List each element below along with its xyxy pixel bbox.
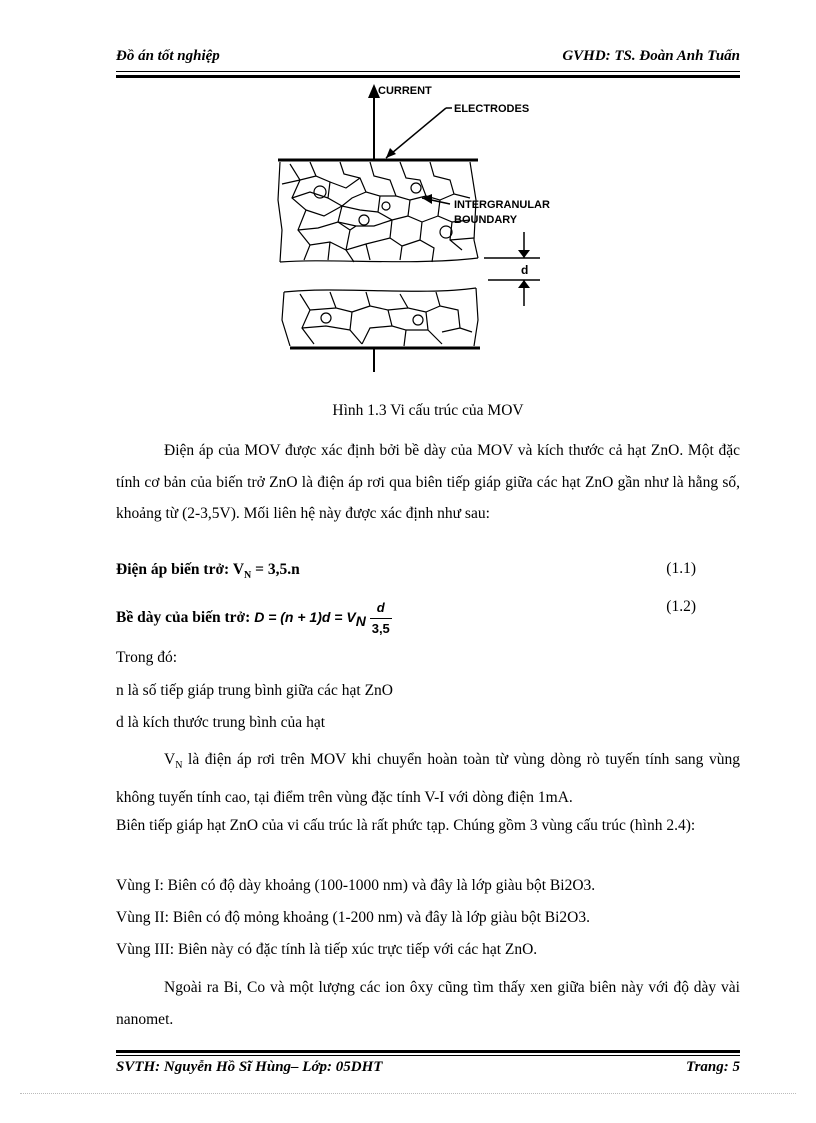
region-2: Vùng II: Biên có độ mỏng khoảng (1-200 nm) và đây là lớp giàu bột Bi2O3. xyxy=(116,909,590,926)
paragraph-3: Biên tiếp giáp hạt ZnO của vi cấu trúc là rất phức tạp. Chúng gồm 3 vùng cấu trúc (hình 2.4): xyxy=(116,817,696,834)
equation-1-number: (1.1) xyxy=(666,560,696,577)
page-header xyxy=(116,48,740,70)
header-title: Đồ án tốt nghiệp xyxy=(116,48,220,64)
header-rule xyxy=(116,71,740,72)
paragraph-2: $V_N$ là điện áp rơi trên MOV khi chuyển hoàn toàn từ vùng dòng rò tuyến tính sang vùng không tuyến tính cao, tại điểm trên vùng đặc tính V-I với dòng điện 1mA. xyxy=(116,751,740,806)
header-rule-thick xyxy=(116,75,740,78)
footer-rule xyxy=(116,1055,740,1056)
equation-1: Điện áp biến trở: $V_N = 3,5.n$ xyxy=(116,561,300,582)
footer-page: Trang: 5 xyxy=(685,1059,740,1075)
grain-structure-upper xyxy=(278,162,478,262)
paragraph-4: Ngoài ra Bi, Co và một lượng các ion ôxy cũng tìm thấy xen giữa biên này với độ dày vài nanomet. xyxy=(116,979,740,1028)
paragraph-1: Điện áp của MOV được xác định bởi bề dày của MOV và kích thước cả hạt ZnO. Một đặc tính cơ bản của biến trở ZnO là điện áp rơi qua biên tiếp giáp giữa các hạt ZnO gần như là hằng số, khoảng từ (2-3,5V). Mối liên hệ này được xác định như sau: xyxy=(116,442,740,522)
definition-d: d là kích thước trung bình của hạt xyxy=(116,714,326,731)
label-electrodes: ELECTRODES xyxy=(454,103,530,115)
label-intergranular: INTERGRANULAR xyxy=(454,199,550,211)
electrodes-leader xyxy=(386,108,446,158)
trong-do: Trong đó: xyxy=(116,649,178,666)
label-current: CURRENT xyxy=(378,85,432,97)
figure-caption: Hình 1.3 Vi cấu trúc của MOV xyxy=(332,402,524,419)
label-d: d xyxy=(521,263,529,277)
region-3: Vùng III: Biên này có đặc tính là tiếp xúc trực tiếp với các hạt ZnO. xyxy=(116,941,538,958)
mov-microstructure-figure xyxy=(270,80,590,380)
fraction: $\frac{d}{3,5}$ xyxy=(371,600,390,636)
grain-structure-lower xyxy=(282,288,478,346)
equation-2: Bề dày của biến trở: $D = (n + 1)d = V_N$ $\frac{d}{3,5}$ xyxy=(116,598,740,639)
page-boundary xyxy=(20,1093,796,1094)
region-1: Vùng I: Biên có độ dày khoảng (100-1000 nm) và đây là lớp giàu bột Bi2O3. xyxy=(116,877,596,894)
label-boundary: BOUNDARY xyxy=(454,214,518,226)
page-footer xyxy=(116,1059,740,1081)
equation-2-number: (1.2) xyxy=(666,598,696,615)
footer-student: SVTH: Nguyễn Hồ Sĩ Hùng– Lớp: 05DHT xyxy=(116,1059,383,1075)
definition-n: n là số tiếp giáp trung bình giữa các hạt ZnO xyxy=(116,682,393,699)
footer-rule-thick xyxy=(116,1050,740,1053)
header-advisor: GVHD: TS. Đoàn Anh Tuấn xyxy=(562,48,740,64)
